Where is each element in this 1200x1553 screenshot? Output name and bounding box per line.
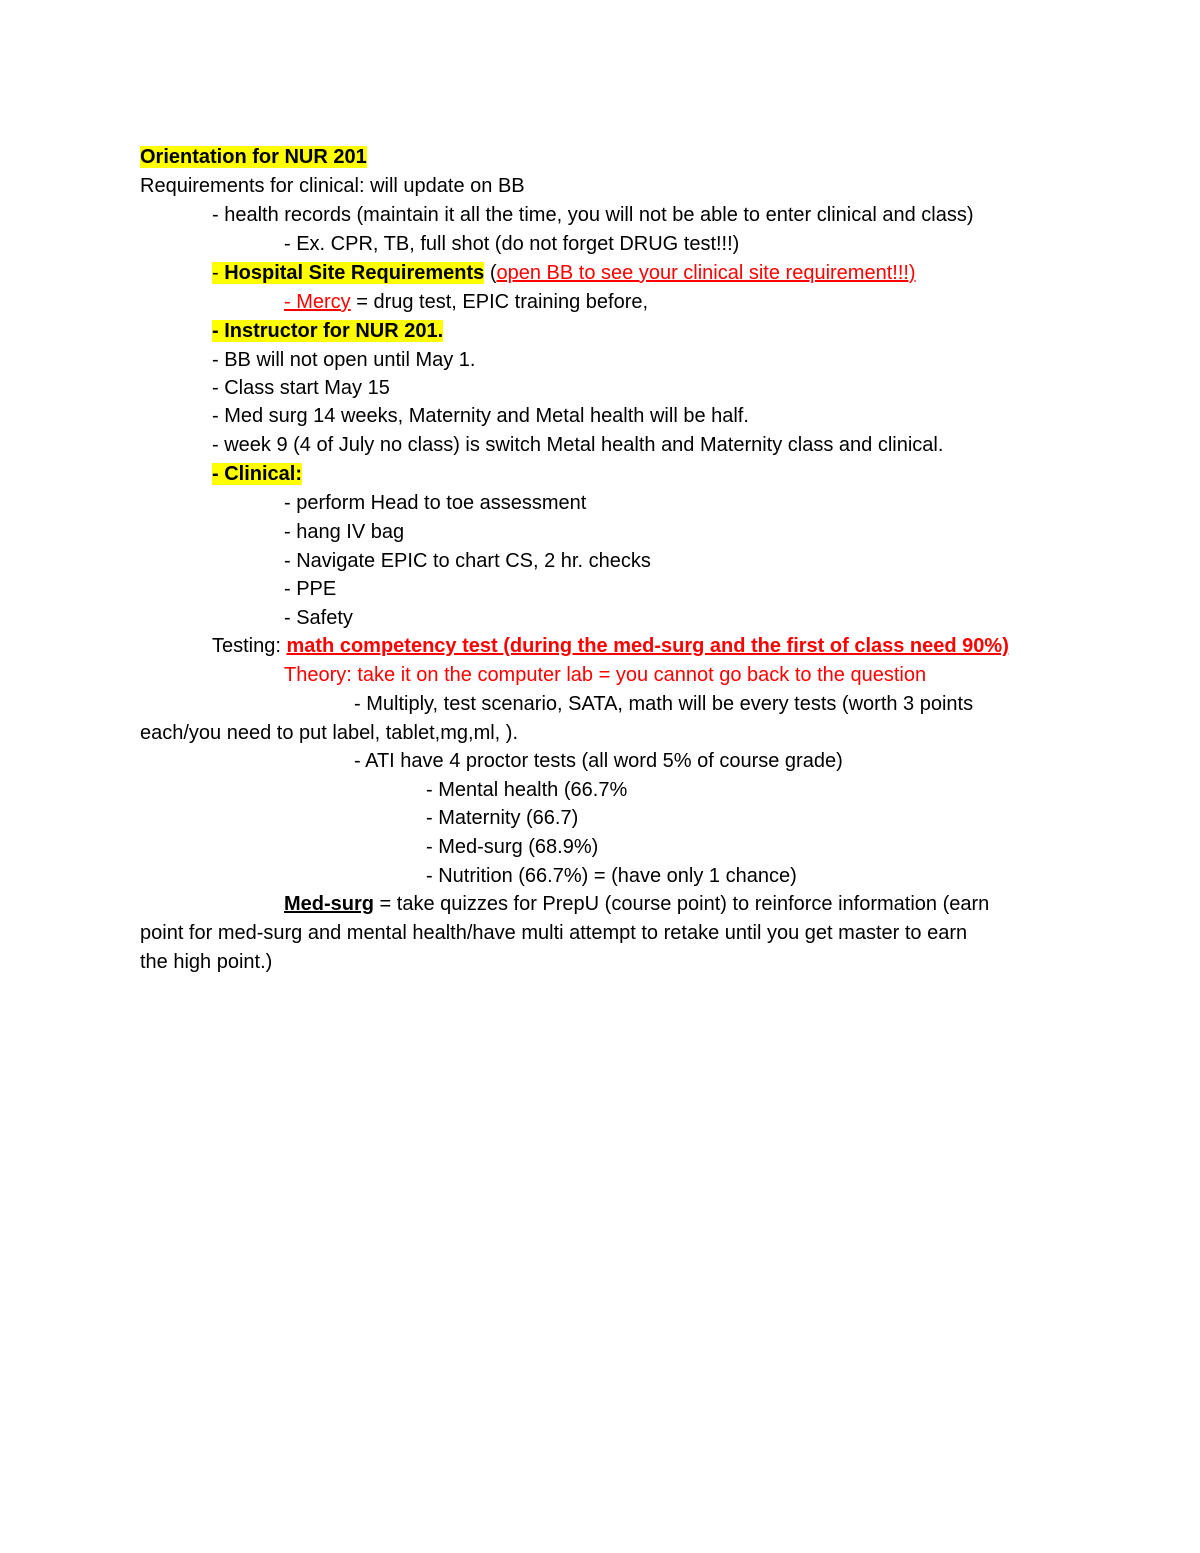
page-title: Orientation for NUR 201 [140,146,367,168]
clinical-subitem: - Navigate EPIC to chart CS, 2 hr. checks [284,550,651,572]
hospital-dash: - [212,262,225,284]
clinical-subitem: - hang IV bag [284,521,405,543]
ati-line: - ATI have 4 proctor tests (all word 5% of course grade) [354,750,843,772]
mercy-text: = drug test, EPIC training before, [350,291,649,313]
hospital-note: open BB to see your clinical site requirement!!!) [496,262,916,284]
testing-label: Testing: [212,635,287,657]
hospital-item [212,260,916,286]
multiply-line-1: - Multiply, test scenario, SATA, math will be every tests (worth 3 points [354,693,974,715]
ati-subitem: - Mental health (66.7% [426,779,628,801]
ati-subitem: - Med-surg (68.9%) [426,836,599,858]
clinical-subitem: - perform Head to toe assessment [284,492,587,514]
testing-line [212,633,1009,659]
hospital-label: Hospital Site Requirements [224,262,485,284]
requirements-line: Requirements for clinical: will update on BB [140,175,525,197]
clinical-subitem: - Safety [284,607,353,629]
bb-open-item: - BB will not open until May 1. [212,349,476,371]
medsurg-line-1 [284,891,989,917]
hospital-paren: ( [484,262,497,284]
clinical-subitem: - PPE [284,578,337,600]
ati-subitem: - Nutrition (66.7%) = (have only 1 chance) [426,865,797,887]
example-item: - Ex. CPR, TB, full shot (do not forget DRUG test!!!) [284,233,740,255]
clinical-item [212,461,302,487]
multiply-line-2: each/you need to put label, tablet,mg,ml, ). [140,722,518,744]
instructor-label: - Instructor for NUR 201. [212,320,444,342]
testing-note: math competency test (during the med-surg and the first of class need 90%) [286,635,1009,657]
theory-line: Theory: take it on the computer lab = you cannot go back to the question [284,664,927,686]
mercy-label: - Mercy [284,291,351,313]
mercy-item [284,289,648,315]
instructor-item [212,318,443,344]
week9-item: - week 9 (4 of July no class) is switch Metal health and Maternity class and clinical. [212,434,944,456]
medsurg-line-2: point for med-surg and mental health/have multi attempt to retake until you get master to earn [140,922,968,944]
ati-subitem: - Maternity (66.7) [426,807,579,829]
clinical-label: - Clinical: [212,463,303,485]
medsurg-text: = take quizzes for PrepU (course point) to reinforce information (earn [374,893,990,915]
medsurg-label: Med-surg [284,893,374,915]
med-surg-weeks-item: - Med surg 14 weeks, Maternity and Metal health will be half. [212,405,749,427]
title-line [140,144,367,170]
medsurg-line-3: the high point.) [140,951,273,973]
health-records-item: - health records (maintain it all the time, you will not be able to enter clinical and class) [212,204,974,226]
class-start-item: - Class start May 15 [212,377,390,399]
